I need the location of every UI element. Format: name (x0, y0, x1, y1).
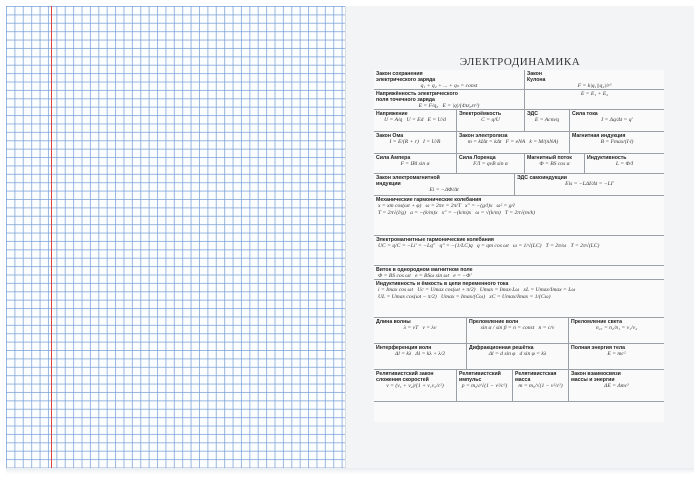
formula-expression: F = k|q₁||q₂|/r² (577, 83, 612, 89)
formula-expression: sin α / sin β = n = const n = c/v (480, 325, 555, 331)
formula-expression: I = Δq/Δt = q′ (601, 117, 633, 123)
formula-cell (374, 236, 664, 266)
formula-cell (374, 344, 466, 370)
formula-label: Интерференция волн (376, 345, 432, 351)
formula-cell (374, 90, 524, 110)
formula-label: Напряжение (376, 111, 408, 117)
formula-label: Индуктивность и ёмкость в цепи переменного тока (376, 281, 509, 287)
formula-label: Сила Ампера (376, 155, 411, 161)
formula-label: ЭДС самоиндукции (517, 175, 567, 181)
formula-expression: n₂₁ = n₂/n₁ = v₁/v₂ (595, 325, 638, 331)
formula-label: Закон электролиза (459, 133, 508, 139)
formula-cell (524, 90, 664, 110)
formula-cell (466, 318, 568, 344)
formula-expression: Eis = −LΔI/Δt = −LI′ (565, 181, 614, 187)
formula-expression: B = Fmax/(I·l) (600, 139, 634, 145)
formula-cell (568, 318, 664, 344)
formula-cell (374, 266, 664, 280)
formula-cell (374, 174, 514, 196)
formula-label: ЭДС (527, 111, 539, 117)
sheet-title: ЭЛЕКТРОДИНАМИКА (459, 56, 581, 68)
formula-expression: x = xm cos(ωt + φ) ω = 2πν = 2π/T x″ = −(g/l)x ω² = g/l T = 2π√(l/g) a = −(k/m)x x″ = −(k/m)x ω = √(k/m) T = 2π√(m/k) (378, 203, 535, 216)
formula-label: Электромагнитные гармонические колебания (376, 237, 494, 243)
formula-expression: v = (v₁ + v₂)/(1 + v₁v₂/c²) (386, 383, 444, 389)
formula-cell (374, 318, 466, 344)
formula-expression: L = Φ/I (615, 161, 634, 167)
formula-cell (569, 110, 664, 132)
formula-label: Механические гармонические колебания (376, 197, 482, 203)
formula-cell (524, 154, 584, 174)
formula-cell (374, 70, 524, 90)
formula-expression: Φ = BS cos α (539, 161, 570, 167)
formula-cell (374, 154, 456, 174)
formula-label: Виток в однородном магнитном поле (376, 267, 473, 273)
formula-cell (456, 370, 512, 402)
formula-label: Релятивистский закон сложения скоростей (376, 371, 434, 383)
formula-expression: m = m₀/√(1 − v²/c²) (518, 383, 563, 389)
formula-cell (466, 344, 568, 370)
formula-cell (374, 280, 664, 318)
formula-cell (374, 196, 664, 236)
formula-label: Сила тока (572, 111, 598, 117)
formula-expression: C = q/U (481, 117, 500, 123)
formula-expression: E = E₁ + E₂ (580, 91, 609, 97)
red-margin-line (51, 6, 52, 468)
formula-label: Магнитная индукция (572, 133, 626, 139)
formula-cell (456, 110, 524, 132)
formula-cell (512, 370, 568, 402)
formula-cell (374, 132, 456, 154)
formula-expression: E = F/q₀ E = |q|/(4πε₀εr²) (418, 103, 480, 109)
formula-expression: UC = q/C = −Li′ = −Lq″ q″ = −(1/LC)q q = qm cos ωt ω = 1/√(LC) T = 2π/ω T = 2π√(LC) (378, 243, 600, 249)
formula-cell (514, 174, 664, 196)
formula-expression: FЛ = qvB sin α (473, 161, 508, 167)
formula-label: Длина волны (376, 319, 411, 325)
grid-notebook-page (6, 6, 346, 468)
formula-expression: F = IBl sin α (400, 161, 430, 167)
reference-page (346, 6, 694, 468)
formula-label: Электроёмкость (459, 111, 502, 117)
formula-cell (456, 132, 569, 154)
formula-expression: Δl = kλ Δl = kλ + λ/2 (394, 351, 446, 357)
formula-expression: m = kIΔt = kΔt F = eNA k = M/(nNA) (467, 139, 559, 145)
page-shadow (6, 468, 694, 474)
formula-expression: q₁ + q₂ + ... + qₙ = const (420, 83, 478, 89)
formula-label: Релятивистский импульс (459, 371, 501, 383)
formula-label: Напряжённость электрического поля точечного заряда (376, 91, 458, 103)
formula-expression: E = Aст/q (534, 117, 560, 123)
formula-label: Закон взаимосвязи массы и энергии (571, 371, 621, 383)
formula-label: Магнитный поток (527, 155, 572, 161)
formula-cell (374, 370, 456, 402)
formula-expression: i = Imax cos ωt Uc = Umax cos(ωt + π/2) Umax = Imax·Lω xL = Umax/Imax = Lω UL = Umax cos(ωt − π/2) Umax = Imax/(Cω) xC = Umax/Imax = 1/(Cω) (378, 287, 576, 300)
formula-sheet (374, 70, 664, 422)
formula-cell (568, 344, 664, 370)
formula-label: Полная энергия тела (571, 345, 626, 351)
formula-cell (374, 110, 456, 132)
formula-expression: Φ = BS cos ωt e = BSω sin ωt e = −Φ′ (378, 273, 472, 279)
formula-cell (456, 154, 524, 174)
formula-label: Преломление света (571, 319, 622, 325)
formula-expression: λ = vT v = λν (403, 325, 437, 331)
formula-expression: E = mc² (607, 351, 626, 357)
formula-label: Преломление волн (469, 319, 519, 325)
formula-label: Закон Ома (376, 133, 404, 139)
formula-label: Закон электромагнитной индукции (376, 175, 440, 187)
formula-cell (569, 132, 664, 154)
formula-cell (524, 70, 664, 90)
formula-label: Сила Лоренца (459, 155, 496, 161)
formula-label: Закон сохранения электрического заряда (376, 71, 436, 83)
formula-cell (524, 110, 569, 132)
formula-expression: p = m₀v/√(1 − v²/c²) (461, 383, 508, 389)
formula-cell (584, 154, 664, 174)
formula-label: Индуктивность (587, 155, 627, 161)
formula-expression: ΔE = Δmc² (604, 383, 629, 389)
formula-expression: Δl = d sin φ d sin φ = kλ (488, 351, 547, 357)
formula-cell (568, 370, 664, 402)
formula-expression: Ei = −ΔΦ/Δt (429, 187, 459, 193)
formula-expression: I = E/(R + r) I = U/R (389, 139, 441, 145)
formula-label: Дифракционная решётка (469, 345, 534, 351)
formula-label: Закон Кулона (527, 71, 546, 83)
formula-label: Релятивистская масса (515, 371, 557, 383)
formula-expression: U = A/q U = Ed E = U/d (384, 117, 446, 123)
